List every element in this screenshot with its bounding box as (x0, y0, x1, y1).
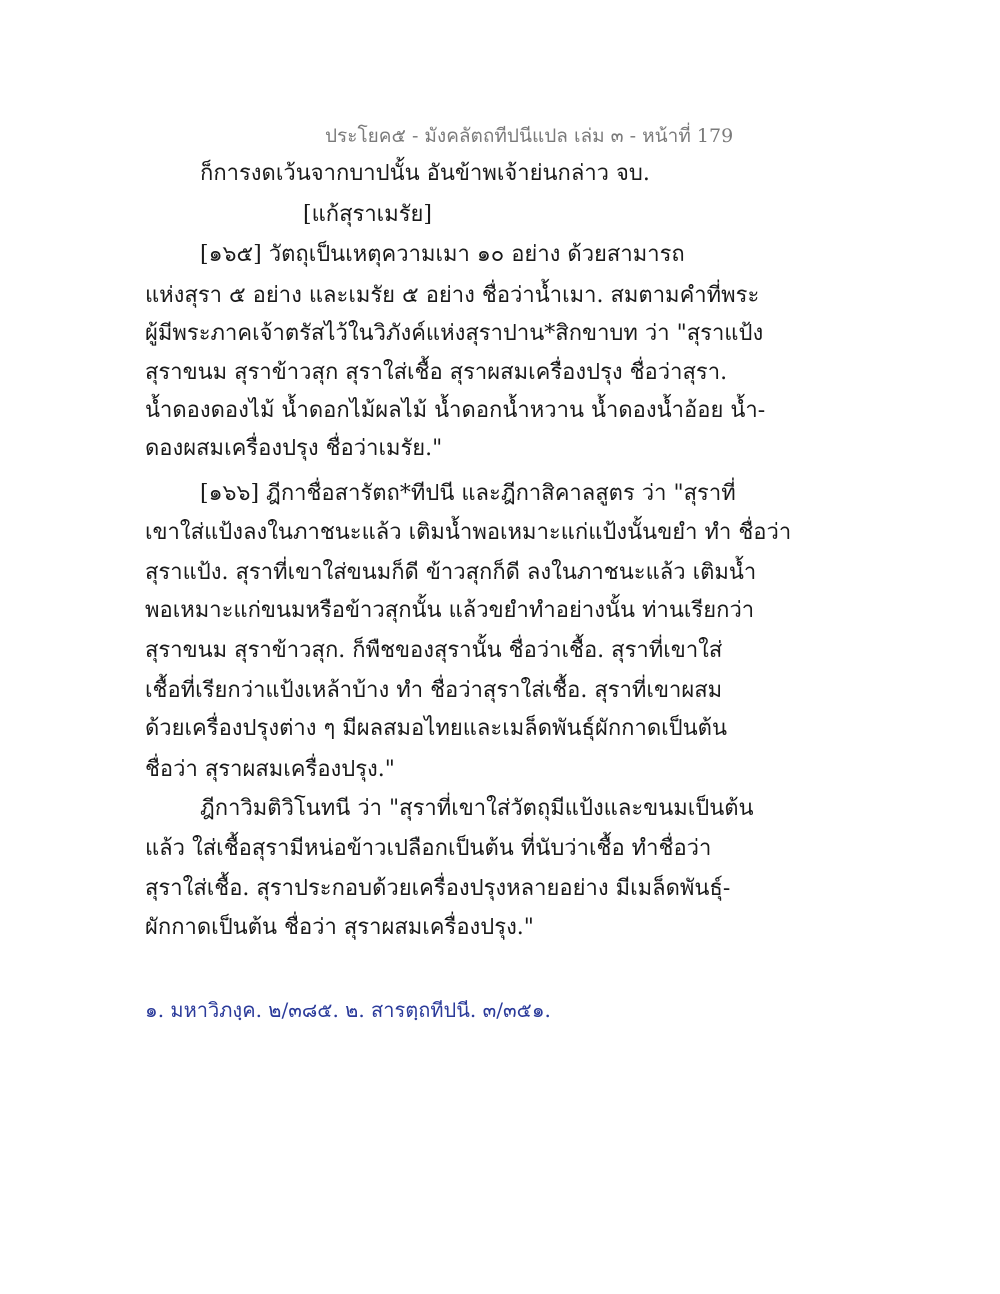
body-line: ดองผสมเครื่องปรุง ชื่อว่าเมรัย." (145, 436, 443, 461)
body-line: ฎีกาวิมติวิโนทนี ว่า "สุราที่เขาใส่วัตถุมีแป้งและขนมเป็นต้น (200, 796, 754, 821)
page-header: ประโยค๕ - มังคลัตถทีปนีแปล เล่ม ๓ - หน้าที่ 179 (325, 125, 734, 147)
body-line: สุราแป้ง. สุราที่เขาใส่ขนมก็ดี ข้าวสุกก็ดี ลงในภาชนะแล้ว เติมน้ำ (145, 560, 757, 585)
body-line: เขาใส่แป้งลงในภาชนะแล้ว เติมน้ำพอเหมาะแก่แป้งนั้นขยำ ทำ ชื่อว่า (145, 520, 792, 545)
body-line: ก็การงดเว้นจากบาปนั้น อันข้าพเจ้าย่นกล่าว จบ. (200, 161, 650, 186)
body-line: พอเหมาะแก่ขนมหรือข้าวสุกนั้น แล้วขยำทำอย่างนั้น ท่านเรียกว่า (145, 598, 755, 623)
body-line: ผักกาดเป็นต้น ชื่อว่า สุราผสมเครื่องปรุง." (145, 915, 534, 940)
body-line: [๑๖๕] วัตถุเป็นเหตุความเมา ๑๐ อย่าง ด้วยสามารถ (200, 242, 685, 267)
body-line: [๑๖๖] ฎีกาชื่อสารัตถ*ทีปนี และฎีกาสิคาลสูตร ว่า "สุราที่ (200, 481, 736, 506)
body-line: เชื้อที่เรียกว่าแป้งเหล้าบ้าง ทำ ชื่อว่าสุราใส่เชื้อ. สุราที่เขาผสม (145, 678, 723, 703)
body-line: สุราขนม สุราข้าวสุก สุราใส่เชื้อ สุราผสมเครื่องปรุง ชื่อว่าสุรา. (145, 360, 728, 385)
body-line: สุราขนม สุราข้าวสุก. ก็พืชของสุรานั้น ชื่อว่าเชื้อ. สุราที่เขาใส่ (145, 638, 723, 663)
body-line: แล้ว ใส่เชื้อสุรามีหน่อข้าวเปลือกเป็นต้น ที่นับว่าเชื้อ ทำชื่อว่า (145, 836, 712, 861)
section-heading: [แก้สุราเมรัย] (303, 202, 432, 227)
body-line: สุราใส่เชื้อ. สุราประกอบด้วยเครื่องปรุงหลายอย่าง มีเมล็ดพันธุ์- (145, 876, 731, 901)
body-line: ผู้มีพระภาคเจ้าตรัสไว้ในวิภังค์แห่งสุราปาน*สิกขาบท ว่า "สุราแป้ง (145, 321, 764, 346)
footnote: ๑. มหาวิภงฺค. ๒/๓๘๕. ๒. สารตฺถทีปนี. ๓/๓๕๑. (145, 998, 551, 1022)
body-line: ด้วยเครื่องปรุงต่าง ๆ มีผลสมอไทยและเมล็ดพันธุ์ผักกาดเป็นต้น (145, 716, 727, 741)
body-line: ชื่อว่า สุราผสมเครื่องปรุง." (145, 757, 395, 782)
body-line: น้ำดองดองไม้ น้ำดอกไม้ผลไม้ น้ำดอกน้ำหวาน น้ำดองน้ำอ้อย น้ำ- (145, 398, 766, 423)
body-line: แห่งสุรา ๕ อย่าง และเมรัย ๕ อย่าง ชื่อว่าน้ำเมา. สมตามคำที่พระ (145, 283, 760, 308)
